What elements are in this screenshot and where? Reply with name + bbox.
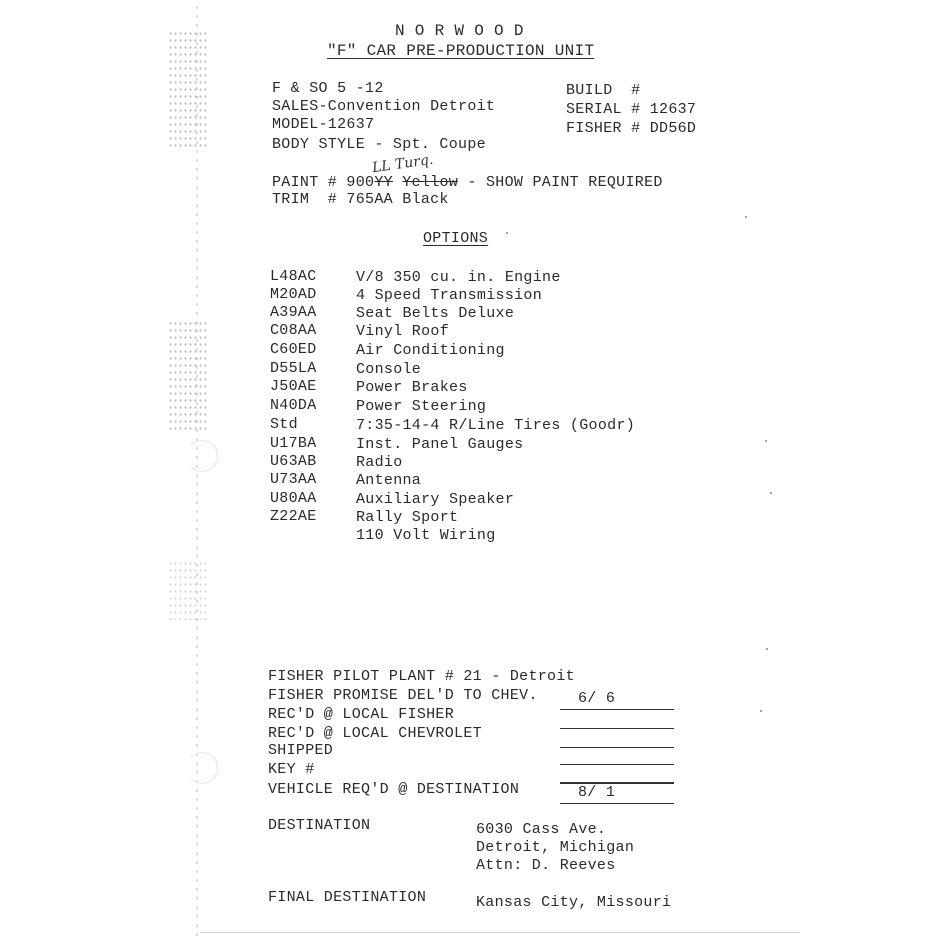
option-description: V/8 350 cu. in. Engine xyxy=(356,269,561,286)
option-description: Power Brakes xyxy=(356,379,468,396)
speck xyxy=(745,216,747,218)
fisher-number: FISHER # DD56D xyxy=(566,120,697,137)
option-description: Air Conditioning xyxy=(356,342,505,359)
company-name: N O R W O O D xyxy=(395,22,524,40)
page-bottom-edge xyxy=(200,932,800,933)
speck xyxy=(770,492,772,494)
document-title: "F" CAR PRE-PRODUCTION UNIT xyxy=(327,42,595,60)
scan-noise xyxy=(168,320,208,430)
paint-line xyxy=(272,174,663,192)
option-description: Radio xyxy=(356,454,403,471)
tracking-label: FISHER PILOT PLANT # 21 - Detroit xyxy=(268,668,575,685)
paint-suffix: - SHOW PAINT REQUIRED xyxy=(458,174,663,191)
tracking-label: REC'D @ LOCAL CHEVROLET xyxy=(268,725,482,742)
option-code: D55LA xyxy=(270,360,317,377)
tracking-value: 6/ 6 xyxy=(578,690,616,707)
sales-line: SALES-Convention Detroit xyxy=(272,98,496,115)
paint-struck-color: Yellow xyxy=(402,174,459,191)
option-code: Std xyxy=(270,416,298,433)
destination-address-line: Detroit, Michigan xyxy=(476,839,635,856)
fill-in-line xyxy=(560,709,674,710)
serial-number: SERIAL # 12637 xyxy=(566,101,697,118)
option-code: U73AA xyxy=(270,471,317,488)
option-description: Vinyl Roof xyxy=(356,323,450,340)
option-description: Console xyxy=(356,361,422,378)
option-code: C08AA xyxy=(270,322,317,339)
option-code: J50AE xyxy=(270,378,317,395)
option-description: 110 Volt Wiring xyxy=(356,527,496,544)
scan-noise xyxy=(168,30,208,150)
option-code: L48AC xyxy=(270,268,317,285)
option-description: 7:35-14-4 R/Line Tires (Goodr) xyxy=(356,417,636,434)
speck xyxy=(760,710,762,712)
option-code: M20AD xyxy=(270,286,317,303)
option-code: U63AB xyxy=(270,453,317,470)
options-heading: OPTIONS xyxy=(423,230,489,247)
trim-line: TRIM # 765AA Black xyxy=(272,191,449,208)
option-description: Rally Sport xyxy=(356,509,459,526)
body-style: BODY STYLE - Spt. Coupe xyxy=(272,136,486,153)
destination-label: DESTINATION xyxy=(268,817,371,834)
option-description: Auxiliary Speaker xyxy=(356,491,515,508)
option-code: U80AA xyxy=(270,490,317,507)
fill-in-line xyxy=(560,728,674,729)
fill-in-line xyxy=(560,764,674,765)
tracking-label: FISHER PROMISE DEL'D TO CHEV. xyxy=(268,687,538,704)
handwritten-paint-note: LL Turq. xyxy=(371,151,435,177)
final-destination-value: Kansas City, Missouri xyxy=(476,894,672,911)
paint-struck-code: YY xyxy=(374,174,393,191)
option-code: C60ED xyxy=(270,341,317,358)
fill-in-line xyxy=(560,782,674,783)
option-description: Antenna xyxy=(356,472,422,489)
punch-hole xyxy=(186,440,218,472)
build-number: BUILD # xyxy=(566,82,641,99)
option-description: Seat Belts Deluxe xyxy=(356,305,515,322)
option-description: Inst. Panel Gauges xyxy=(356,436,524,453)
scan-noise xyxy=(168,560,208,620)
model-line: MODEL-12637 xyxy=(272,116,375,133)
punch-hole xyxy=(186,752,218,784)
destination-address-line: 6030 Cass Ave. xyxy=(476,821,607,838)
tracking-value: 8/ 1 xyxy=(578,784,616,801)
option-code: Z22AE xyxy=(270,508,317,525)
tracking-label: VEHICLE REQ'D @ DESTINATION xyxy=(268,781,520,798)
option-description: 4 Speed Transmission xyxy=(356,287,543,304)
option-code: A39AA xyxy=(270,304,317,321)
tracking-label: REC'D @ LOCAL FISHER xyxy=(268,706,455,723)
speck xyxy=(765,440,767,442)
speck xyxy=(766,648,768,650)
tracking-label: SHIPPED xyxy=(268,742,334,759)
destination-address-line: Attn: D. Reeves xyxy=(476,857,616,874)
option-code: N40DA xyxy=(270,397,317,414)
fso-number: F & SO 5 -12 xyxy=(272,80,384,97)
option-description: Power Steering xyxy=(356,398,487,415)
fill-in-line xyxy=(560,747,674,748)
paint-prefix: PAINT # 900 xyxy=(272,174,375,191)
speck xyxy=(506,232,508,234)
fill-in-line xyxy=(560,803,674,804)
final-destination-label: FINAL DESTINATION xyxy=(268,889,427,906)
option-code: U17BA xyxy=(270,435,317,452)
tracking-label: KEY # xyxy=(268,761,315,778)
